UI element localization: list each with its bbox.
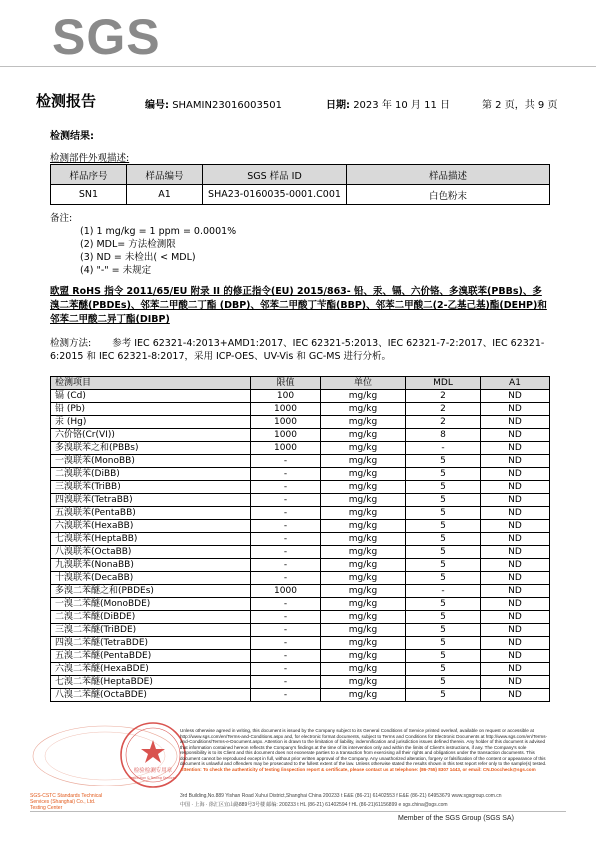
cell: - [251,689,321,702]
cell: 100 [251,390,321,403]
header-divider [0,66,596,67]
cell: 多溴二苯醚之和(PBDEs) [51,585,251,598]
cell: ND [481,624,550,637]
cell: 多溴联苯之和(PBBs) [51,442,251,455]
header-cell: A1 [481,377,550,390]
table-row [51,390,550,403]
cell: ND [481,390,550,403]
table-row [51,650,550,663]
table-row [51,611,550,624]
stamp-icon [118,720,188,790]
cell: mg/kg [321,637,406,650]
table-row [51,624,550,637]
header-cell: 检测项目 [51,377,251,390]
cell: 五溴二苯醚(PentaBDE) [51,650,251,663]
address-cn: 中国 · 上海 · 徐汇区宜山路889号3号楼 邮编: 200233 t HL (86-21) 61402594 f HL (86-21)61156899 e sgs.china@sgs.com [180,802,448,808]
results-heading: 检测结果: [50,131,94,142]
table-row [51,416,550,429]
footer-divider [30,811,566,812]
cell: mg/kg [321,442,406,455]
cell: - [251,468,321,481]
cell: 铅 (Pb) [51,403,251,416]
cell: - [251,676,321,689]
lab-name-text: SGS-CSTC Standards Technical Services (Shanghai) Co., Ltd. [30,793,103,805]
report-number: 编号: SHAMIN23016003501 [145,100,282,111]
cell: 5 [406,455,481,468]
cell: ND [481,520,550,533]
cell: 镉 (Cd) [51,390,251,403]
cell: - [251,546,321,559]
sample-table-header [51,165,550,185]
cell: - [251,455,321,468]
cell: ND [481,429,550,442]
cell: - [251,598,321,611]
table-row [51,663,550,676]
note-item: (2) MDL= 方法检测限 [80,239,176,250]
cell: 九溴联苯(NonaBB) [51,559,251,572]
cell: 十溴联苯(DecaBB) [51,572,251,585]
cell: 5 [406,598,481,611]
disclaimer-text: Unless otherwise agreed in writing, this document is issued by the Company subject to its General Conditions of Service printed overleaf, available on request or accessible at http://www.sgs.com/en/Terms-and-Conditions.aspx and, for electronic format documents, subject to Terms and Conditions for Electronic Documents at http://www.sgs.com/en/Terms-and-Conditions/Terms-e-Document.aspx. Attention is drawn to the limitation of liability, indemnification and jurisdiction issues defined therein. Any holder of this document is advised that information contained hereon reflects the Company's findings at the time of its intervention only and within the limits of Client's instructions, if any. The Company's sole responsibility is to its Client and this document does not exonerate parties to a transaction from exercising all their rights and obligations under the transaction documents. This document cannot be reproduced except in full, without prior written approval of the Company. Any unauthorized alteration, forgery or falsification of the content or appearance of this document is unlawful and offenders may be prosecuted to the fullest extent of the law. Unless otherwise stated the results shown in this test report refer only to the sample(s) tested. [180,728,548,766]
cell: 5 [406,481,481,494]
cell: SN1 [51,185,127,205]
table-row [51,676,550,689]
sgs-logo: SGS [52,9,161,65]
table-row [51,572,550,585]
cell: 5 [406,689,481,702]
cell: mg/kg [321,507,406,520]
table-row [51,520,550,533]
cell: mg/kg [321,468,406,481]
cell: 三溴联苯(TriBB) [51,481,251,494]
cell: 白色粉末 [347,185,550,205]
cell: - [251,533,321,546]
cell: ND [481,507,550,520]
method-text: 参考 IEC 62321-4:2013+AMD1:2017、IEC 62321-5:2013、IEC 62321-7-2:2017、IEC 62321-6:2015 和 IEC 62321-8:2017，采用 ICP-OES、UV-Vis 和 GC-MS 进行分析。 [50,338,545,362]
cell: 六溴联苯(HexaBB) [51,520,251,533]
cell: 二溴联苯(DiBB) [51,468,251,481]
table-row [51,468,550,481]
cell: - [251,481,321,494]
cell: A1 [127,185,203,205]
cell: ND [481,533,550,546]
cell: ND [481,637,550,650]
report-title: 检测报告 [36,92,97,110]
table-row [51,585,550,598]
table-row [51,442,550,455]
cell: - [251,624,321,637]
test-method [50,337,550,363]
note-item: (4) "-" = 未规定 [80,265,152,276]
notes [50,212,236,277]
standard-description: 欧盟 RoHS 指令 2011/65/EU 附录 II 的修正指令(EU) 2015/863- 铅、汞、镉、六价铬、多溴联苯(PBBs)、多溴二苯醚(PBDEs)、邻苯二甲酸二丁酯 (DBP)、邻苯二甲酸丁苄酯(BBP)、邻苯二甲酸二(2-乙基己基)酯(DEHP)和邻苯二甲酸二异丁酯(DIBP) [50,286,547,325]
cell: 四溴联苯(TetraBB) [51,494,251,507]
cell: mg/kg [321,624,406,637]
cell: 5 [406,637,481,650]
cell: 1000 [251,585,321,598]
cell: mg/kg [321,416,406,429]
cell: 汞 (Hg) [51,416,251,429]
address-en: 3rd Building,No.889 Yishan Road Xuhui District,Shanghai China 200233 t E&E (86-21) 61402553 f E&E (86-21) 64953679 www.sgsgroup.com.cn [180,793,502,799]
cell: 八溴二苯醚(OctaBDE) [51,689,251,702]
cell: - [251,507,321,520]
cell: 5 [406,572,481,585]
cell: - [251,559,321,572]
cell: - [251,572,321,585]
header-cell: MDL [406,377,481,390]
cell: - [251,494,321,507]
cell: mg/kg [321,546,406,559]
cell: - [251,611,321,624]
header-cell: 限值 [251,377,321,390]
attention-text: Attention: To check the authenticity of testing /inspection report & certificate, please contact us at telephone: (86-755) 8307 1443, or email: CN.Doccheck@sgs.com [180,766,536,772]
cell: ND [481,416,550,429]
cell: 5 [406,507,481,520]
cell: - [251,650,321,663]
cell: 2 [406,390,481,403]
cell: mg/kg [321,429,406,442]
note-item: (3) ND = 未检出( < MDL) [80,252,196,263]
page-number: 第 2 页，共 9 页 [482,100,558,111]
member-text: Member of the SGS Group (SGS SA) [398,815,514,822]
cell: 一溴二苯醚(MonoBDE) [51,598,251,611]
table-row [51,455,550,468]
table-row [51,494,550,507]
method-label: 检测方法: [50,338,92,349]
cell: ND [481,403,550,416]
results-table-header [51,377,550,390]
cell: 1000 [251,442,321,455]
cell: mg/kg [321,650,406,663]
cell: 五溴联苯(PentaBB) [51,507,251,520]
cell: 5 [406,663,481,676]
cell: 三溴二苯醚(TriBDE) [51,624,251,637]
cell: 一溴联苯(MonoBB) [51,455,251,468]
cell: ND [481,611,550,624]
cell: 六价铬(Cr(VI)) [51,429,251,442]
cell: ND [481,468,550,481]
table-row [51,403,550,416]
cell: - [251,637,321,650]
cell: ND [481,481,550,494]
lab-name [30,793,120,811]
header-cell: SGS 样品 ID [203,165,347,185]
cell: mg/kg [321,390,406,403]
cell: ND [481,546,550,559]
stamp-sub-label: Inspection & Testing Services [129,776,177,780]
cell: mg/kg [321,481,406,494]
cell: SHA23-0160035-0001.C001 [203,185,347,205]
table-row [51,481,550,494]
cell: 5 [406,546,481,559]
table-row [51,689,550,702]
cell: - [406,442,481,455]
cell: ND [481,663,550,676]
cell: 二溴二苯醚(DiBDE) [51,611,251,624]
cell: mg/kg [321,559,406,572]
cell: mg/kg [321,689,406,702]
cell: mg/kg [321,663,406,676]
table-row [51,559,550,572]
cell: 5 [406,676,481,689]
cell: 八溴联苯(OctaBB) [51,546,251,559]
table-row [51,637,550,650]
cell: 5 [406,559,481,572]
note-item: (1) 1 mg/kg = 1 ppm = 0.0001% [80,226,237,237]
cell: - [251,663,321,676]
cell: ND [481,442,550,455]
cell: 六溴二苯醚(HexaBDE) [51,663,251,676]
results-table [50,376,550,702]
cell: 七溴二苯醚(HeptaBDE) [51,676,251,689]
cell: ND [481,455,550,468]
cell: ND [481,572,550,585]
cell: ND [481,689,550,702]
sample-table-row [51,185,550,205]
cell: - [251,520,321,533]
table-row [51,429,550,442]
cell: 5 [406,468,481,481]
cell: 5 [406,520,481,533]
cell: 5 [406,494,481,507]
table-row [51,533,550,546]
cell: 七溴联苯(HeptaBB) [51,533,251,546]
cell: - [406,585,481,598]
cell: 2 [406,416,481,429]
cell: 5 [406,611,481,624]
cell: 5 [406,650,481,663]
cell: ND [481,598,550,611]
parts-caption: 检测部件外观描述: [50,153,130,164]
report-date: 日期: 2023 年 10 月 11 日 [326,100,450,111]
cell: 四溴二苯醚(TetraBDE) [51,637,251,650]
cell: mg/kg [321,494,406,507]
cell: 5 [406,624,481,637]
table-row [51,598,550,611]
cell: ND [481,585,550,598]
cell: mg/kg [321,676,406,689]
cell: 1000 [251,403,321,416]
cell: mg/kg [321,533,406,546]
cell: mg/kg [321,572,406,585]
cell: mg/kg [321,520,406,533]
lab-sub-text: Testing Center [30,805,63,811]
cell: ND [481,559,550,572]
notes-label: 备注: [50,213,73,224]
cell: 2 [406,403,481,416]
cell: 8 [406,429,481,442]
cell: 5 [406,533,481,546]
table-row [51,546,550,559]
stamp-label: 检验检测专用章 [133,768,173,774]
cell: ND [481,650,550,663]
sample-table [50,164,550,205]
header-cell: 样品描述 [347,165,550,185]
cell: ND [481,494,550,507]
cell: ND [481,676,550,689]
cell: mg/kg [321,611,406,624]
table-row [51,507,550,520]
cell: 1000 [251,416,321,429]
header-cell: 样品序号 [51,165,127,185]
cell: 1000 [251,429,321,442]
cell: mg/kg [321,455,406,468]
cell: mg/kg [321,598,406,611]
header-cell: 样品编号 [127,165,203,185]
cell: mg/kg [321,403,406,416]
header-cell: 单位 [321,377,406,390]
footer-disclaimer [180,728,550,772]
cell: mg/kg [321,585,406,598]
